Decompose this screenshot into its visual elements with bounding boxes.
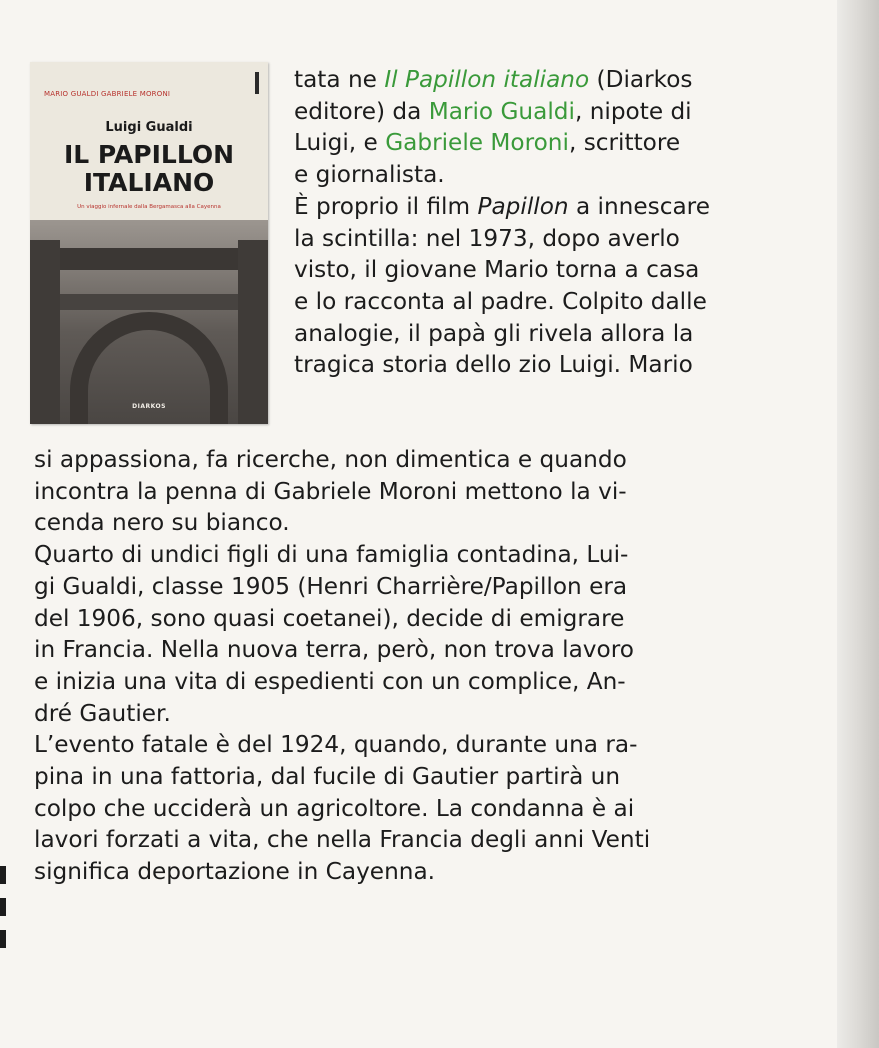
article-line: [34, 571, 834, 603]
article-line: [294, 286, 834, 318]
cover-publisher: DIARKOS: [132, 403, 166, 410]
text-segment: significa deportazione in Cayenna.: [34, 858, 436, 886]
text-segment: colpo che ucciderà un agricoltore. La condanna è ai: [34, 794, 635, 822]
cover-title-line2: ITALIANO: [83, 168, 215, 197]
article-line: [34, 444, 834, 476]
text-segment: cenda nero su bianco.: [34, 509, 290, 537]
cover-subject: Luigi Gualdi: [105, 120, 193, 135]
article-line: [294, 223, 834, 255]
text-segment: analogie, il papà gli rivela allora la: [294, 319, 694, 347]
article-text-beside-cover: [294, 64, 834, 381]
article-line: [294, 64, 834, 96]
text-segment: e giornalista.: [294, 161, 445, 189]
article-line: [34, 476, 834, 508]
highlighted-text: Gabriele Moroni: [385, 129, 569, 157]
cover-photo-beam: [30, 294, 268, 310]
gutter-mark: [0, 866, 6, 884]
article-line: [34, 824, 834, 856]
text-segment: tata ne: [294, 66, 385, 93]
article-line: [34, 698, 834, 730]
article-line: [34, 507, 834, 539]
article-line: [34, 793, 834, 825]
text-segment: dré Gautier.: [34, 699, 171, 727]
text-segment: Papillon: [477, 192, 569, 220]
cover-subtitle: Un viaggio infernale dalla Bergamasca alla Cayenna: [77, 204, 221, 210]
article-line: [294, 254, 834, 286]
cover-authors: MARIO GUALDI GABRIELE MORONI: [44, 90, 171, 98]
text-segment: visto, il giovane Mario torna a casa: [294, 256, 700, 284]
cover-photo-beam: [30, 248, 268, 270]
article-line: [294, 191, 834, 223]
text-segment: tragica storia dello zio Luigi. Mario: [294, 351, 693, 379]
text-segment: in Francia. Nella nuova terra, però, non trova lavoro: [34, 636, 634, 664]
text-segment: editore) da: [294, 97, 429, 125]
article-line: [34, 856, 834, 888]
article-line: [294, 349, 834, 381]
text-segment: È proprio il film: [294, 192, 478, 220]
cover-photo: [30, 220, 268, 424]
article-line: [34, 761, 834, 793]
text-segment: e inizia una vita di espedienti con un complice, An-: [34, 667, 626, 695]
text-segment: L’evento fatale è del 1924, quando, durante una ra-: [34, 731, 638, 759]
gutter-mark: [0, 930, 6, 948]
text-segment: incontra la penna di Gabriele Moroni mettono la vi-: [34, 477, 627, 505]
article-text-full-width: [34, 444, 834, 888]
gutter-mark: [0, 898, 6, 916]
article-line: [34, 539, 834, 571]
highlighted-text: Il Papillon italiano: [384, 66, 590, 93]
cover-photo-pillar: [30, 240, 60, 424]
text-segment: Luigi, e: [294, 129, 386, 157]
cover-edge-mark: [255, 72, 259, 94]
text-segment: pina in una fattoria, dal fucile di Gautier partirà un: [34, 763, 621, 791]
cover-title-line1: IL PAPILLON: [63, 140, 235, 169]
article-line: [34, 666, 834, 698]
article-line: [294, 159, 834, 191]
text-segment: lavori forzati a vita, che nella Francia degli anni Venti: [34, 826, 651, 854]
text-segment: del 1906, sono quasi coetanei), decide di emigrare: [34, 604, 625, 632]
page-edge: [837, 0, 879, 1048]
article-line: [294, 96, 834, 128]
text-segment: (Diarkos: [589, 66, 693, 93]
cover-photo-pillar: [238, 240, 268, 424]
article-line: [34, 634, 834, 666]
article-line: [294, 318, 834, 350]
text-segment: , scrittore: [568, 129, 681, 157]
highlighted-text: Mario Gualdi: [428, 97, 575, 125]
text-segment: si appassiona, fa ricerche, non dimentica e quando: [34, 446, 627, 473]
text-segment: la scintilla: nel 1973, dopo averlo: [294, 224, 680, 252]
text-segment: e lo racconta al padre. Colpito dalle: [294, 287, 707, 315]
text-segment: Quarto di undici figli di una famiglia contadina, Lui-: [34, 541, 629, 569]
text-segment: , nipote di: [574, 97, 692, 125]
text-segment: a innescare: [568, 192, 710, 220]
text-segment: gi Gualdi, classe 1905 (Henri Charrière/Papillon era: [34, 572, 628, 600]
book-cover: [30, 62, 268, 424]
article-line: [294, 127, 834, 159]
article-line: [34, 729, 834, 761]
article-line: [34, 603, 834, 635]
